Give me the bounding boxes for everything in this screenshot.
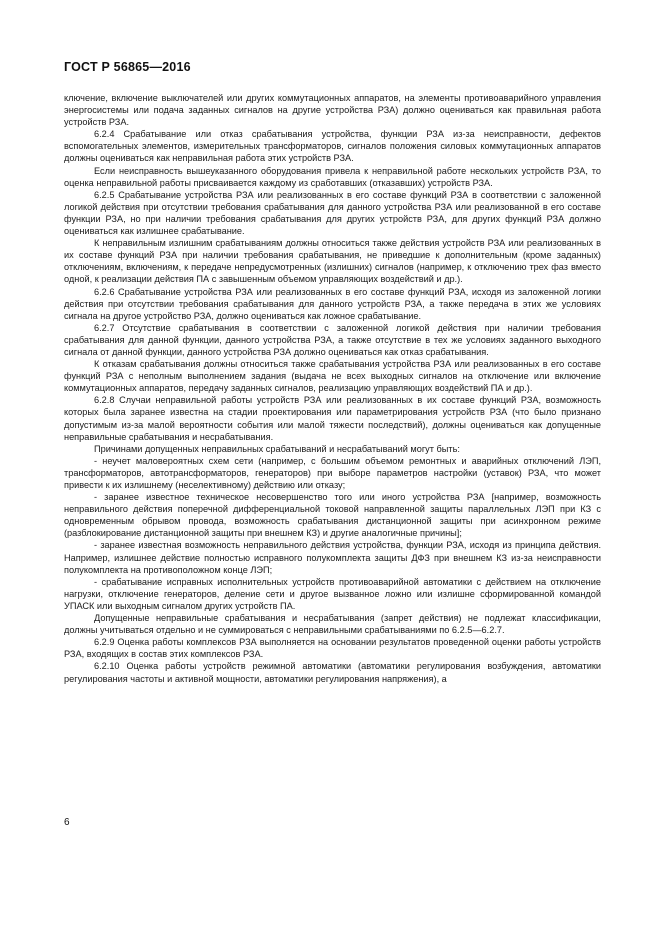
list-item: - неучет маловероятных схем сети (например, с большим объемом ремонтных и аварийных отключений ЛЭП, трансформаторов, автотрансформаторов, генераторов) при выборе параметров настройки (уставок) РЗА, что может привести к их излишнему (неселективному) действию или отказу; [64, 455, 601, 490]
paragraph-6-2-4: 6.2.4 Срабатывание или отказ срабатывания устройства, функции РЗА из-за неисправности, дефектов вспомогательных элементов, измерительных трансформаторов, сигналов положения силовых коммутационных аппаратов должны оцениваться как неправильная работа этих устройств РЗА. [64, 129, 601, 164]
paragraph-6-2-10: 6.2.10 Оценка работы устройств режимной автоматики (автоматики регулирования возбуждения, автоматики регулирования частоты и активной мощности, автоматики регулирования напряжения), а [64, 661, 601, 684]
paragraph-6-2-5: 6.2.5 Срабатывание устройства РЗА или реализованных в его составе функций РЗА в соответствии с заложенной логикой действия при отсутствии требования срабатывания для данного устройства РЗА или реализованной в его составе функции РЗА, но при наличии требования срабатывания для других устройств РЗА, для других функций РЗА должно оцениваться как излишнее срабатывание. [64, 189, 601, 237]
paragraph-6-2-8: 6.2.8 Случаи неправильной работы устройств РЗА или реализованных в их составе функций РЗА, возможность которых была заранее известна на стадии проектирования или параметрирования устройств РЗА (что было признано допустимым из-за малой вероятности события или малой тяжести последствий), должны оцениваться как допущенные неправильные срабатывания и несрабатывания. [64, 395, 601, 442]
paragraph: К неправильным излишним срабатываниям должны относиться также действия устройств РЗА или реализованных в их составе функций РЗА при наличии требования срабатывания, не приведшие к дополнительным (кроме заданных) отключениям, включениям, к передаче непредусмотренных (излишних) сигналов (например, к отключению трех фаз вместо одной, к реализации действия ПА с завышенным объемом управляющих воздействий и др.). [64, 238, 601, 285]
paragraph: Допущенные неправильные срабатывания и несрабатывания (запрет действия) не подлежат классификации, должны учитываться отдельно и не суммироваться с неправильными срабатываниями по 6.2.5—6.2.7. [64, 613, 601, 636]
document-body [64, 92, 601, 685]
paragraph-continuation: ключение, включение выключателей или других коммутационных аппаратов, на элементы противоаварийного управления энергосистемы или подача заданных сигналов на другие устройства РЗА) должно оцениваться как правильная работа устройств РЗА. [64, 93, 601, 128]
page-number: 6 [64, 817, 70, 828]
standard-header: ГОСТ Р 56865—2016 [64, 60, 191, 74]
paragraph-6-2-6: 6.2.6 Срабатывание устройства РЗА или реализованных в его составе функций РЗА, исходя из заложенной логики действия при отсутствии требования срабатывания для данного устройств РЗА, а также передача в этих же условиях сигнала на другое устройство РЗА, должно оцениваться как ложное срабатывание. [64, 286, 601, 321]
paragraph: Причинами допущенных неправильных срабатываний и несрабатываний могут быть: [94, 443, 460, 454]
paragraph-6-2-9: 6.2.9 Оценка работы комплексов РЗА выполняется на основании результатов проведенной оценки работы устройств РЗА, входящих в состав этих комплексов РЗА. [64, 637, 601, 660]
paragraph-6-2-7: 6.2.7 Отсутствие срабатывания в соответствии с заложенной логикой действия при наличии требования срабатывания для данной функции, данного устройства РЗА, а также отсутствие в тех же условиях заданного выходного сигнала от данной функции, данного устройства РЗА должно оцениваться как отказ срабатывания. [64, 322, 601, 357]
paragraph: К отказам срабатывания должны относиться также срабатывания устройства РЗА или реализованных в его составе функций РЗА с неполным выполнением задания (выдача не всех выходных сигналов на отключение или включение коммутационных аппаратов, передачу заданных сигналов, реализацию управляющих воздействий ПА и др.). [64, 359, 601, 394]
list-item: - срабатывание исправных исполнительных устройств противоаварийной автоматики с действием на отключение нагрузки, отключение генераторов, деление сети и другое вызванное ложно или излишне сформированной командой УПАСК или выходным сигналом других устройств ПА. [64, 576, 601, 611]
paragraph: Если неисправность вышеуказанного оборудования привела к неправильной работе нескольких устройств РЗА, то оценка неправильной работы присваивается каждому из сработавших (отказавших) устройств РЗА. [64, 165, 601, 188]
list-item: - заранее известное техническое несовершенство того или иного устройства РЗА [например, возможность неправильного действия поперечной дифференциальной токовой направленной защиты параллельных ЛЭП при КЗ с одновременным обрывом провода, возможность срабатывания дистанционной защиты при асинхронном режиме (разблокирование дистанционной защиты при внешнем КЗ) и другие аналогичные причины]; [64, 492, 601, 539]
list-item: - заранее известная возможность неправильного действия устройства, функции РЗА, исходя из принципа действия. Например, излишнее действие полностью исправного полукомплекта защиты ДФЗ при внешнем КЗ из-за неисправности полукомплекта на противоположном конце ЛЭП; [64, 540, 601, 575]
